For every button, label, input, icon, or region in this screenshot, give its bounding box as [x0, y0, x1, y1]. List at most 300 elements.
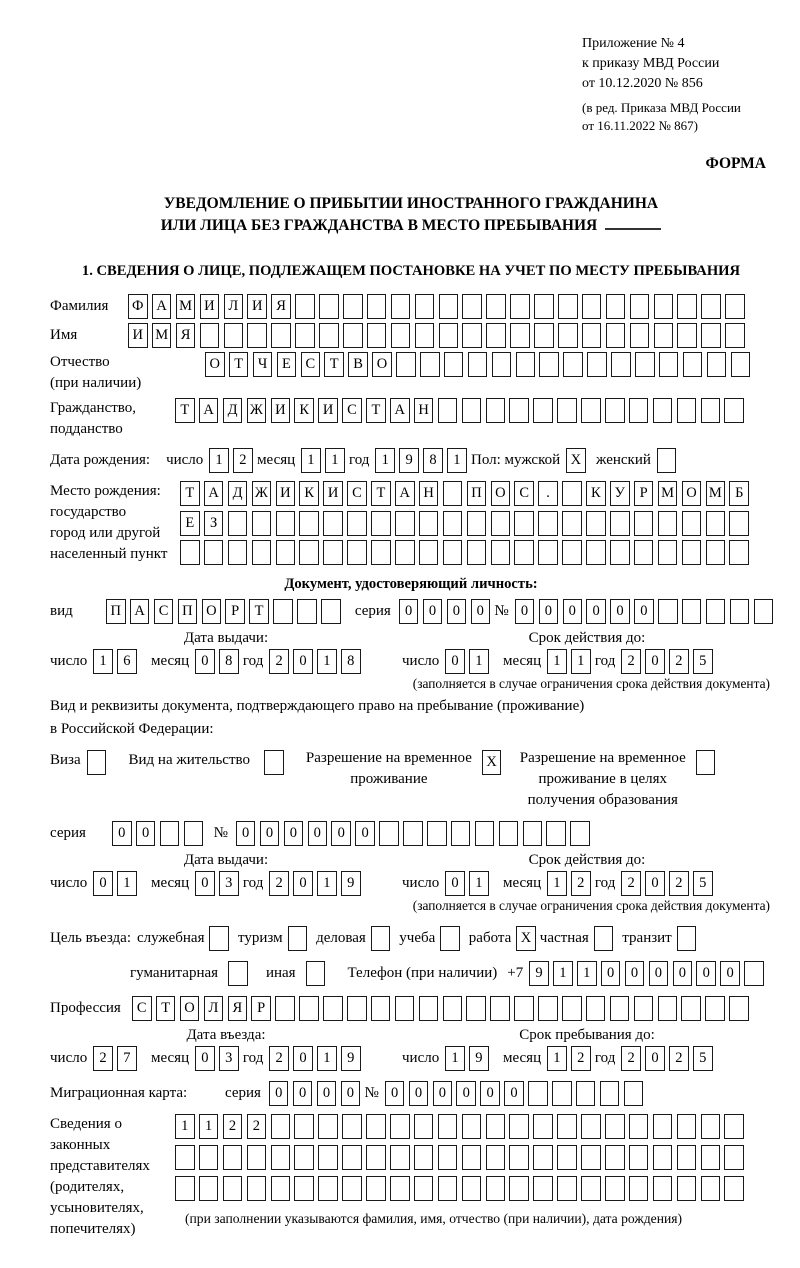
profession-cells[interactable] [132, 996, 753, 1021]
char-cell[interactable] [581, 1145, 601, 1170]
char-cell[interactable] [486, 1176, 506, 1201]
char-cell[interactable] [514, 511, 534, 536]
char-cell[interactable]: Ж [252, 481, 272, 506]
char-cell[interactable] [594, 926, 614, 951]
char-cell[interactable]: 0 [539, 599, 559, 624]
char-cell[interactable] [323, 511, 343, 536]
char-cell[interactable] [729, 996, 749, 1021]
char-cell[interactable] [204, 540, 224, 565]
char-cell[interactable] [403, 821, 423, 846]
char-cell[interactable] [443, 996, 463, 1021]
char-cell[interactable] [438, 1176, 458, 1201]
char-cell[interactable] [366, 1176, 386, 1201]
birthplace-row2-cells[interactable] [180, 511, 753, 536]
char-cell[interactable]: 2 [571, 871, 591, 896]
char-cell[interactable] [701, 1114, 721, 1139]
patronymic-cells[interactable] [205, 352, 754, 377]
char-cell[interactable]: А [395, 481, 415, 506]
residence-issue-day-cells[interactable] [93, 871, 141, 896]
char-cell[interactable] [610, 511, 630, 536]
char-cell[interactable] [486, 1114, 506, 1139]
char-cell[interactable] [200, 323, 220, 348]
char-cell[interactable] [247, 1176, 267, 1201]
char-cell[interactable] [557, 398, 577, 423]
char-cell[interactable]: 1 [553, 961, 573, 986]
char-cell[interactable] [419, 540, 439, 565]
char-cell[interactable]: 0 [195, 649, 215, 674]
purpose-other-checkbox[interactable] [306, 961, 330, 986]
char-cell[interactable]: 1 [317, 649, 337, 674]
char-cell[interactable] [533, 398, 553, 423]
char-cell[interactable]: 5 [693, 1046, 713, 1071]
char-cell[interactable]: А [204, 481, 224, 506]
char-cell[interactable] [295, 294, 315, 319]
char-cell[interactable] [611, 352, 631, 377]
char-cell[interactable] [701, 323, 721, 348]
char-cell[interactable] [533, 1145, 553, 1170]
birthplace-row3-cells[interactable] [180, 540, 753, 565]
char-cell[interactable]: 2 [621, 871, 641, 896]
char-cell[interactable] [729, 511, 749, 536]
char-cell[interactable] [514, 540, 534, 565]
char-cell[interactable]: 1 [117, 871, 137, 896]
char-cell[interactable]: . [538, 481, 558, 506]
char-cell[interactable]: 2 [621, 649, 641, 674]
char-cell[interactable] [439, 294, 459, 319]
char-cell[interactable] [451, 821, 471, 846]
char-cell[interactable] [705, 996, 725, 1021]
char-cell[interactable] [87, 750, 107, 775]
char-cell[interactable] [706, 599, 726, 624]
char-cell[interactable]: 0 [136, 821, 156, 846]
char-cell[interactable] [228, 540, 248, 565]
char-cell[interactable] [391, 294, 411, 319]
char-cell[interactable] [754, 599, 774, 624]
char-cell[interactable]: Д [223, 398, 243, 423]
char-cell[interactable]: 1 [175, 1114, 195, 1139]
char-cell[interactable] [342, 1114, 362, 1139]
char-cell[interactable] [724, 1145, 744, 1170]
char-cell[interactable]: Р [251, 996, 271, 1021]
char-cell[interactable] [319, 323, 339, 348]
residence-valid-year-cells[interactable] [621, 871, 717, 896]
char-cell[interactable] [466, 996, 486, 1021]
char-cell[interactable]: С [154, 599, 174, 624]
char-cell[interactable]: 2 [621, 1046, 641, 1071]
char-cell[interactable] [440, 926, 460, 951]
char-cell[interactable] [682, 599, 702, 624]
char-cell[interactable]: Ч [253, 352, 273, 377]
char-cell[interactable]: 1 [325, 448, 345, 473]
char-cell[interactable]: X [516, 926, 536, 951]
char-cell[interactable]: 0 [645, 649, 665, 674]
char-cell[interactable]: О [682, 481, 702, 506]
char-cell[interactable]: Н [414, 398, 434, 423]
char-cell[interactable]: 5 [693, 871, 713, 896]
char-cell[interactable] [342, 1176, 362, 1201]
identity-issue-day-cells[interactable] [93, 649, 141, 674]
char-cell[interactable] [533, 1176, 553, 1201]
char-cell[interactable] [228, 511, 248, 536]
char-cell[interactable]: 0 [409, 1081, 429, 1106]
char-cell[interactable]: 0 [93, 871, 113, 896]
char-cell[interactable] [299, 996, 319, 1021]
char-cell[interactable]: 1 [93, 649, 113, 674]
char-cell[interactable] [252, 511, 272, 536]
char-cell[interactable]: 9 [469, 1046, 489, 1071]
entry-year-cells[interactable] [269, 1046, 365, 1071]
char-cell[interactable] [486, 1145, 506, 1170]
char-cell[interactable] [395, 996, 415, 1021]
char-cell[interactable]: 2 [669, 1046, 689, 1071]
purpose-transit-checkbox[interactable] [672, 926, 697, 951]
char-cell[interactable]: Т [156, 996, 176, 1021]
char-cell[interactable] [247, 1145, 267, 1170]
char-cell[interactable]: 2 [571, 1046, 591, 1071]
char-cell[interactable]: З [204, 511, 224, 536]
char-cell[interactable]: 1 [547, 1046, 567, 1071]
char-cell[interactable] [342, 1145, 362, 1170]
char-cell[interactable] [725, 323, 745, 348]
residence-series-cells[interactable] [112, 821, 208, 846]
char-cell[interactable]: Т [175, 398, 195, 423]
char-cell[interactable] [605, 1145, 625, 1170]
char-cell[interactable] [199, 1176, 219, 1201]
char-cell[interactable]: 0 [720, 961, 740, 986]
char-cell[interactable] [390, 1176, 410, 1201]
char-cell[interactable]: 2 [233, 448, 253, 473]
char-cell[interactable] [371, 926, 391, 951]
char-cell[interactable] [467, 511, 487, 536]
char-cell[interactable] [683, 352, 703, 377]
identity-valid-month-cells[interactable] [547, 649, 595, 674]
char-cell[interactable] [414, 1145, 434, 1170]
char-cell[interactable] [707, 352, 727, 377]
char-cell[interactable] [629, 1145, 649, 1170]
char-cell[interactable]: 0 [293, 1046, 313, 1071]
char-cell[interactable] [605, 1176, 625, 1201]
char-cell[interactable]: 0 [445, 649, 465, 674]
birthplace-row1-cells[interactable] [180, 481, 753, 506]
char-cell[interactable] [438, 1145, 458, 1170]
char-cell[interactable]: 0 [515, 599, 535, 624]
char-cell[interactable] [367, 323, 387, 348]
char-cell[interactable] [538, 540, 558, 565]
char-cell[interactable] [228, 961, 248, 986]
representatives-row2-cells[interactable] [175, 1145, 748, 1170]
stay-day-cells[interactable] [445, 1046, 493, 1071]
char-cell[interactable] [729, 540, 749, 565]
char-cell[interactable]: 3 [219, 871, 239, 896]
char-cell[interactable]: 1 [469, 649, 489, 674]
char-cell[interactable] [509, 1114, 529, 1139]
char-cell[interactable] [419, 996, 439, 1021]
char-cell[interactable]: 0 [308, 821, 328, 846]
char-cell[interactable]: О [372, 352, 392, 377]
migration-series-cells[interactable] [269, 1081, 365, 1106]
birth-month-cells[interactable] [301, 448, 349, 473]
char-cell[interactable]: И [271, 398, 291, 423]
char-cell[interactable] [419, 511, 439, 536]
char-cell[interactable] [395, 511, 415, 536]
char-cell[interactable] [586, 540, 606, 565]
birth-year-cells[interactable] [375, 448, 471, 473]
char-cell[interactable] [467, 540, 487, 565]
char-cell[interactable] [701, 1176, 721, 1201]
char-cell[interactable]: X [566, 448, 586, 473]
char-cell[interactable] [224, 323, 244, 348]
char-cell[interactable] [629, 398, 649, 423]
char-cell[interactable] [366, 1145, 386, 1170]
char-cell[interactable] [516, 352, 536, 377]
char-cell[interactable] [562, 511, 582, 536]
char-cell[interactable]: 0 [433, 1081, 453, 1106]
char-cell[interactable]: Н [419, 481, 439, 506]
residence-permit-checkbox[interactable] [264, 750, 288, 775]
char-cell[interactable] [318, 1145, 338, 1170]
char-cell[interactable]: 0 [471, 599, 491, 624]
doc-number-cells[interactable] [515, 599, 778, 624]
char-cell[interactable] [490, 996, 510, 1021]
char-cell[interactable] [491, 511, 511, 536]
char-cell[interactable]: 0 [625, 961, 645, 986]
char-cell[interactable]: М [152, 323, 172, 348]
char-cell[interactable]: 0 [480, 1081, 500, 1106]
char-cell[interactable] [486, 323, 506, 348]
char-cell[interactable] [396, 352, 416, 377]
char-cell[interactable] [343, 294, 363, 319]
char-cell[interactable] [658, 599, 678, 624]
char-cell[interactable]: 2 [669, 871, 689, 896]
char-cell[interactable]: Л [204, 996, 224, 1021]
char-cell[interactable]: 0 [293, 649, 313, 674]
char-cell[interactable] [160, 821, 180, 846]
char-cell[interactable]: 0 [445, 871, 465, 896]
char-cell[interactable]: Р [225, 599, 245, 624]
purpose-humanitarian-checkbox[interactable] [228, 961, 252, 986]
char-cell[interactable]: Ж [247, 398, 267, 423]
char-cell[interactable] [658, 540, 678, 565]
char-cell[interactable] [209, 926, 229, 951]
char-cell[interactable]: Ф [128, 294, 148, 319]
char-cell[interactable] [438, 398, 458, 423]
char-cell[interactable] [523, 821, 543, 846]
char-cell[interactable]: 0 [260, 821, 280, 846]
char-cell[interactable]: Я [271, 294, 291, 319]
char-cell[interactable] [347, 996, 367, 1021]
char-cell[interactable]: 1 [199, 1114, 219, 1139]
stay-year-cells[interactable] [621, 1046, 717, 1071]
char-cell[interactable]: К [586, 481, 606, 506]
char-cell[interactable] [562, 996, 582, 1021]
entry-day-cells[interactable] [93, 1046, 141, 1071]
char-cell[interactable]: П [178, 599, 198, 624]
char-cell[interactable]: 0 [195, 1046, 215, 1071]
identity-valid-year-cells[interactable] [621, 649, 717, 674]
char-cell[interactable] [180, 540, 200, 565]
char-cell[interactable] [576, 1081, 596, 1106]
char-cell[interactable] [299, 511, 319, 536]
char-cell[interactable]: 0 [504, 1081, 524, 1106]
char-cell[interactable] [318, 1114, 338, 1139]
char-cell[interactable] [371, 996, 391, 1021]
char-cell[interactable] [391, 323, 411, 348]
char-cell[interactable]: И [128, 323, 148, 348]
char-cell[interactable] [509, 1145, 529, 1170]
char-cell[interactable] [706, 540, 726, 565]
char-cell[interactable] [427, 821, 447, 846]
char-cell[interactable] [635, 352, 655, 377]
char-cell[interactable]: И [318, 398, 338, 423]
char-cell[interactable] [730, 599, 750, 624]
char-cell[interactable]: 1 [447, 448, 467, 473]
char-cell[interactable] [563, 352, 583, 377]
purpose-work-checkbox[interactable] [511, 926, 536, 951]
char-cell[interactable]: 1 [301, 448, 321, 473]
char-cell[interactable] [677, 294, 697, 319]
char-cell[interactable] [677, 1114, 697, 1139]
char-cell[interactable] [546, 821, 566, 846]
char-cell[interactable]: 0 [355, 821, 375, 846]
char-cell[interactable]: 7 [117, 1046, 137, 1071]
purpose-study-checkbox[interactable] [435, 926, 460, 951]
char-cell[interactable] [347, 511, 367, 536]
char-cell[interactable] [677, 323, 697, 348]
char-cell[interactable]: Е [180, 511, 200, 536]
char-cell[interactable] [199, 1145, 219, 1170]
char-cell[interactable]: 0 [610, 599, 630, 624]
citizenship-cells[interactable] [175, 398, 748, 423]
char-cell[interactable] [558, 294, 578, 319]
char-cell[interactable]: X [482, 750, 502, 775]
char-cell[interactable] [276, 511, 296, 536]
char-cell[interactable]: 0 [385, 1081, 405, 1106]
char-cell[interactable] [610, 996, 630, 1021]
char-cell[interactable] [264, 750, 284, 775]
char-cell[interactable] [468, 352, 488, 377]
char-cell[interactable]: 8 [219, 649, 239, 674]
char-cell[interactable]: 0 [586, 599, 606, 624]
char-cell[interactable] [444, 352, 464, 377]
char-cell[interactable] [462, 1176, 482, 1201]
char-cell[interactable] [570, 821, 590, 846]
char-cell[interactable]: 0 [236, 821, 256, 846]
char-cell[interactable] [605, 398, 625, 423]
char-cell[interactable]: Я [228, 996, 248, 1021]
char-cell[interactable]: Т [366, 398, 386, 423]
char-cell[interactable] [462, 398, 482, 423]
char-cell[interactable]: 0 [399, 599, 419, 624]
char-cell[interactable] [701, 398, 721, 423]
char-cell[interactable]: 0 [447, 599, 467, 624]
char-cell[interactable] [701, 1145, 721, 1170]
char-cell[interactable] [294, 1114, 314, 1139]
char-cell[interactable]: 0 [331, 821, 351, 846]
char-cell[interactable]: 0 [195, 871, 215, 896]
char-cell[interactable]: 1 [547, 871, 567, 896]
residence-issue-year-cells[interactable] [269, 871, 365, 896]
char-cell[interactable]: А [199, 398, 219, 423]
char-cell[interactable]: 0 [673, 961, 693, 986]
char-cell[interactable] [724, 1114, 744, 1139]
char-cell[interactable]: 9 [399, 448, 419, 473]
purpose-official-checkbox[interactable] [204, 926, 229, 951]
char-cell[interactable] [371, 511, 391, 536]
char-cell[interactable]: О [491, 481, 511, 506]
char-cell[interactable]: 1 [375, 448, 395, 473]
char-cell[interactable] [318, 1176, 338, 1201]
char-cell[interactable]: К [294, 398, 314, 423]
char-cell[interactable] [288, 926, 308, 951]
phone-cells[interactable] [529, 961, 768, 986]
char-cell[interactable] [634, 996, 654, 1021]
char-cell[interactable] [514, 996, 534, 1021]
char-cell[interactable]: 0 [293, 1081, 313, 1106]
char-cell[interactable] [319, 294, 339, 319]
char-cell[interactable] [371, 540, 391, 565]
char-cell[interactable] [681, 996, 701, 1021]
char-cell[interactable] [275, 996, 295, 1021]
char-cell[interactable] [439, 323, 459, 348]
char-cell[interactable] [415, 294, 435, 319]
identity-valid-day-cells[interactable] [445, 649, 493, 674]
char-cell[interactable] [677, 398, 697, 423]
char-cell[interactable]: А [390, 398, 410, 423]
char-cell[interactable]: 0 [341, 1081, 361, 1106]
char-cell[interactable]: Т [180, 481, 200, 506]
char-cell[interactable]: Р [634, 481, 654, 506]
char-cell[interactable] [562, 540, 582, 565]
char-cell[interactable]: Т [249, 599, 269, 624]
char-cell[interactable] [462, 323, 482, 348]
char-cell[interactable] [654, 323, 674, 348]
char-cell[interactable]: 0 [649, 961, 669, 986]
char-cell[interactable]: 0 [112, 821, 132, 846]
char-cell[interactable]: 1 [547, 649, 567, 674]
char-cell[interactable] [581, 398, 601, 423]
char-cell[interactable] [321, 599, 341, 624]
identity-issue-month-cells[interactable] [195, 649, 243, 674]
char-cell[interactable]: Б [729, 481, 749, 506]
char-cell[interactable]: 2 [93, 1046, 113, 1071]
char-cell[interactable]: 2 [269, 649, 289, 674]
char-cell[interactable] [538, 996, 558, 1021]
char-cell[interactable]: И [247, 294, 267, 319]
char-cell[interactable] [557, 1145, 577, 1170]
char-cell[interactable]: 2 [669, 649, 689, 674]
residence-number-cells[interactable] [236, 821, 594, 846]
char-cell[interactable]: 0 [293, 871, 313, 896]
char-cell[interactable] [724, 398, 744, 423]
sex-male-checkbox[interactable] [566, 448, 590, 473]
char-cell[interactable] [294, 1176, 314, 1201]
char-cell[interactable] [558, 323, 578, 348]
purpose-private-checkbox[interactable] [589, 926, 614, 951]
char-cell[interactable] [653, 1176, 673, 1201]
char-cell[interactable] [491, 540, 511, 565]
char-cell[interactable] [538, 511, 558, 536]
char-cell[interactable]: 1 [577, 961, 597, 986]
char-cell[interactable] [271, 1114, 291, 1139]
char-cell[interactable]: 3 [219, 1046, 239, 1071]
char-cell[interactable] [653, 1145, 673, 1170]
char-cell[interactable] [295, 323, 315, 348]
char-cell[interactable] [658, 996, 678, 1021]
char-cell[interactable]: Т [324, 352, 344, 377]
char-cell[interactable] [492, 352, 512, 377]
char-cell[interactable] [534, 323, 554, 348]
char-cell[interactable] [634, 511, 654, 536]
